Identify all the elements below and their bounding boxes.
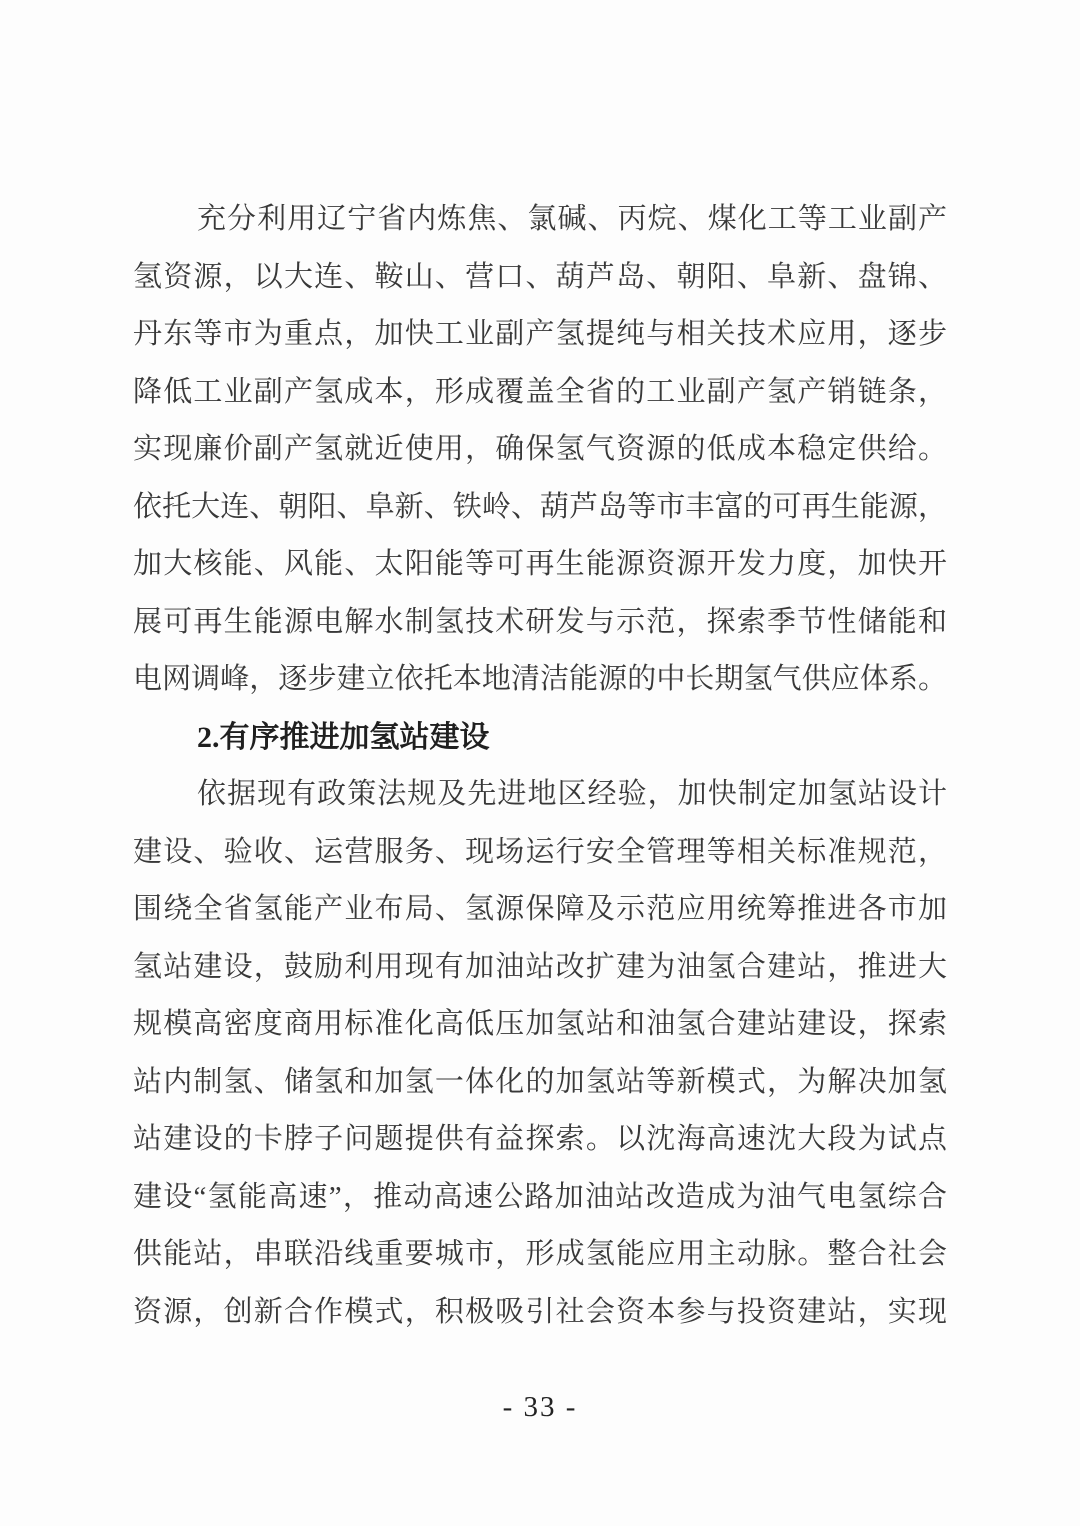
body-text-line: 展可再生能源电解水制氢技术研发与示范，探索季节性储能和 [133, 605, 947, 638]
body-text-line: 资源，创新合作模式，积极吸引社会资本参与投资建站，实现 [133, 1295, 947, 1328]
body-text-line: 丹东等市为重点，加快工业副产氢提纯与相关技术应用，逐步 [133, 318, 947, 350]
body-text-line: 建设“氢能高速”，推动高速公路加油站改造成为油气电氢综合 [133, 1180, 947, 1213]
body-text-line: 站建设的卡脖子问题提供有益探索。以沈海高速沈大段为试点 [133, 1123, 947, 1155]
body-text-line: 充分利用辽宁省内炼焦、氯碱、丙烷、煤化工等工业副产 [197, 203, 947, 235]
body-text-line: 规模高密度商用标准化高低压加氢站和油氢合建站建设，探索 [133, 1008, 947, 1040]
body-text-line: 围绕全省氢能产业布局、氢源保障及示范应用统筹推进各市加 [133, 893, 947, 925]
body-text-line: 站内制氢、储氢和加氢一体化的加氢站等新模式，为解决加氢 [133, 1065, 947, 1098]
text-block [133, 191, 947, 1341]
body-text-line: 供能站，串联沿线重要城市，形成氢能应用主动脉。整合社会 [133, 1238, 947, 1270]
body-text-line: 氢站建设，鼓励利用现有加油站改扩建为油氢合建站，推进大 [133, 950, 947, 983]
section-heading: 2.有序推进加氢站建设 [197, 720, 490, 754]
body-text-line: 氢资源，以大连、鞍山、营口、葫芦岛、朝阳、阜新、盘锦、 [133, 260, 947, 293]
body-text-line: 依托大连、朝阳、阜新、铁岭、葫芦岛等市丰富的可再生能源， [133, 490, 947, 523]
body-text-line: 电网调峰，逐步建立依托本地清洁能源的中长期氢气供应体系。 [133, 663, 947, 695]
page-number: - 33 - [502, 1391, 578, 1423]
body-text-line: 降低工业副产氢成本，形成覆盖全省的工业副产氢产销链条， [133, 375, 947, 408]
body-text-line: 建设、验收、运营服务、现场运行安全管理等相关标准规范， [133, 835, 947, 868]
body-text-line: 加大核能、风能、太阳能等可再生能源资源开发力度，加快开 [133, 548, 947, 580]
body-text-line: 依据现有政策法规及先进地区经验，加快制定加氢站设计 [197, 778, 947, 810]
body-text-line: 实现廉价副产氢就近使用，确保氢气资源的低成本稳定供给。 [133, 433, 947, 465]
